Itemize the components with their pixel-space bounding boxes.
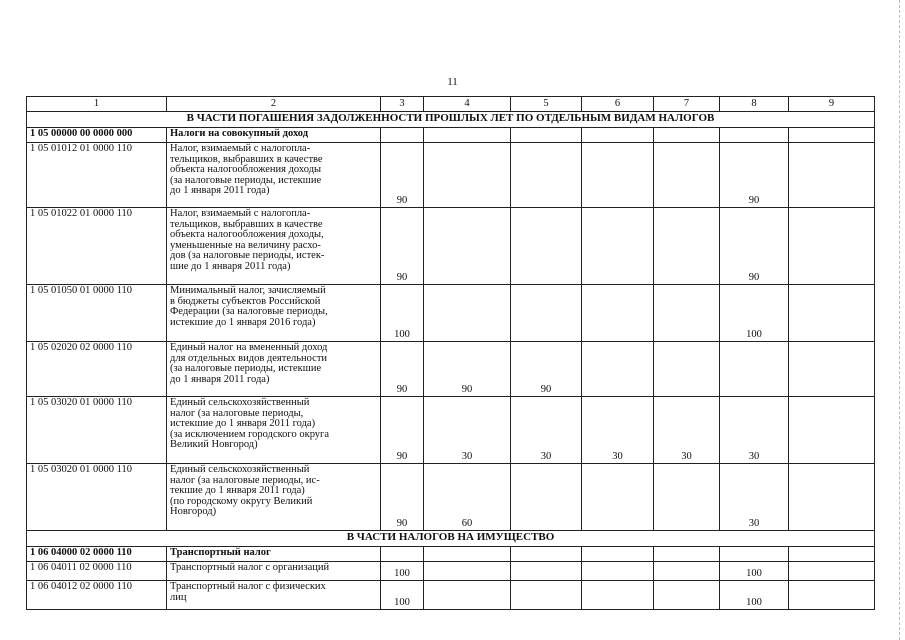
percent-cell: 100 <box>720 562 789 581</box>
percent-cell: 90 <box>511 342 582 397</box>
percent-cell <box>789 464 875 531</box>
percent-cell: 90 <box>720 143 789 208</box>
column-header: 6 <box>582 97 654 112</box>
percent-cell: 100 <box>381 562 424 581</box>
percent-cell <box>654 464 720 531</box>
empty-cell <box>720 547 789 562</box>
tax-name: Транспортный налог с физических лиц <box>167 581 381 610</box>
percent-cell <box>789 285 875 342</box>
percent-cell <box>424 562 511 581</box>
scan-edge <box>899 0 903 640</box>
percent-cell <box>654 562 720 581</box>
tax-name: Единый налог на вмененный доход для отдельных видов деятельности (за налоговые периоды, истекшие до 1 января 2011 года) <box>167 342 381 397</box>
column-header-row <box>27 97 875 112</box>
group-name: Налоги на совокупный доход <box>167 128 381 143</box>
percent-cell <box>511 581 582 610</box>
table-row <box>27 581 875 610</box>
column-header: 8 <box>720 97 789 112</box>
percent-cell <box>789 208 875 285</box>
percent-cell: 30 <box>720 397 789 464</box>
tax-distribution-table <box>26 96 875 610</box>
percent-cell <box>511 285 582 342</box>
percent-cell <box>654 581 720 610</box>
empty-cell <box>582 547 654 562</box>
section-title-row <box>27 112 875 128</box>
table-row <box>27 397 875 464</box>
percent-cell <box>789 562 875 581</box>
section-title: В ЧАСТИ ПОГАШЕНИЯ ЗАДОЛЖЕННОСТИ ПРОШЛЫХ ЛЕТ ПО ОТДЕЛЬНЫМ ВИДАМ НАЛОГОВ <box>27 112 875 128</box>
section-title: В ЧАСТИ НАЛОГОВ НА ИМУЩЕСТВО <box>27 531 875 547</box>
empty-cell <box>381 128 424 143</box>
percent-cell: 90 <box>381 143 424 208</box>
percent-cell <box>789 397 875 464</box>
tax-name: Транспортный налог с организаций <box>167 562 381 581</box>
percent-cell <box>511 143 582 208</box>
empty-cell <box>720 128 789 143</box>
percent-cell: 90 <box>381 208 424 285</box>
empty-cell <box>789 128 875 143</box>
percent-cell: 90 <box>381 342 424 397</box>
percent-cell <box>582 208 654 285</box>
column-header: 2 <box>167 97 381 112</box>
tax-name: Налог, взимаемый с налогопла- тельщиков, выбравших в качестве объекта налогообложения доходы, уменьшенные на величину расхо- дов (за налоговые периоды, истек- шие до 1 января 2011 года) <box>167 208 381 285</box>
table-row <box>27 208 875 285</box>
table-row <box>27 285 875 342</box>
tax-name: Единый сельскохозяйственный налог (за налоговые периоды, истекшие до 1 января 2011 года) (за исключением городского округа Великий Новгород) <box>167 397 381 464</box>
percent-cell: 90 <box>381 464 424 531</box>
column-header: 1 <box>27 97 167 112</box>
percent-cell <box>654 285 720 342</box>
table-row <box>27 562 875 581</box>
budget-code: 1 05 02020 02 0000 110 <box>27 342 167 397</box>
tax-name: Минимальный налог, зачисляемый в бюджеты субъектов Российской Федерации (за налоговые периоды, истекшие до 1 января 2016 года) <box>167 285 381 342</box>
percent-cell: 90 <box>424 342 511 397</box>
percent-cell: 100 <box>381 581 424 610</box>
percent-cell <box>582 464 654 531</box>
percent-cell: 100 <box>720 285 789 342</box>
budget-code: 1 05 03020 01 0000 110 <box>27 397 167 464</box>
percent-cell: 90 <box>381 397 424 464</box>
budget-code: 1 05 01050 01 0000 110 <box>27 285 167 342</box>
empty-cell <box>381 547 424 562</box>
percent-cell <box>654 143 720 208</box>
table-row <box>27 464 875 531</box>
table-row <box>27 342 875 397</box>
percent-cell <box>424 208 511 285</box>
percent-cell <box>582 143 654 208</box>
table-row <box>27 143 875 208</box>
percent-cell <box>511 562 582 581</box>
column-header: 7 <box>654 97 720 112</box>
budget-code: 1 05 03020 01 0000 110 <box>27 464 167 531</box>
empty-cell <box>654 547 720 562</box>
percent-cell <box>582 562 654 581</box>
group-code: 1 06 04000 02 0000 110 <box>27 547 167 562</box>
group-row <box>27 547 875 562</box>
table-body <box>27 97 875 610</box>
budget-code: 1 05 01022 01 0000 110 <box>27 208 167 285</box>
budget-code: 1 06 04011 02 0000 110 <box>27 562 167 581</box>
budget-code: 1 06 04012 02 0000 110 <box>27 581 167 610</box>
percent-cell <box>582 285 654 342</box>
percent-cell <box>789 342 875 397</box>
percent-cell: 100 <box>720 581 789 610</box>
percent-cell <box>582 342 654 397</box>
section-title-row <box>27 531 875 547</box>
empty-cell <box>582 128 654 143</box>
page-number: 11 <box>447 76 458 88</box>
percent-cell <box>720 342 789 397</box>
percent-cell <box>789 581 875 610</box>
empty-cell <box>511 128 582 143</box>
percent-cell <box>654 208 720 285</box>
percent-cell: 30 <box>582 397 654 464</box>
percent-cell: 60 <box>424 464 511 531</box>
percent-cell: 30 <box>511 397 582 464</box>
percent-cell <box>654 342 720 397</box>
empty-cell <box>789 547 875 562</box>
percent-cell <box>511 464 582 531</box>
column-header: 9 <box>789 97 875 112</box>
percent-cell <box>789 143 875 208</box>
budget-code: 1 05 01012 01 0000 110 <box>27 143 167 208</box>
column-header: 5 <box>511 97 582 112</box>
percent-cell <box>424 143 511 208</box>
empty-cell <box>654 128 720 143</box>
percent-cell: 90 <box>720 208 789 285</box>
empty-cell <box>424 128 511 143</box>
percent-cell: 30 <box>424 397 511 464</box>
group-code: 1 05 00000 00 0000 000 <box>27 128 167 143</box>
empty-cell <box>424 547 511 562</box>
percent-cell <box>511 208 582 285</box>
tax-name: Единый сельскохозяйственный налог (за налоговые периоды, ис- текшие до 1 января 2011 года) (по городскому округу Великий Новгород) <box>167 464 381 531</box>
percent-cell <box>424 581 511 610</box>
group-row <box>27 128 875 143</box>
empty-cell <box>511 547 582 562</box>
group-name: Транспортный налог <box>167 547 381 562</box>
percent-cell <box>582 581 654 610</box>
column-header: 4 <box>424 97 511 112</box>
percent-cell: 30 <box>654 397 720 464</box>
percent-cell: 100 <box>381 285 424 342</box>
tax-name: Налог, взимаемый с налогопла- тельщиков, выбравших в качестве объекта налогообложения доходы (за налоговые периоды, истекшие до 1 января 2011 года) <box>167 143 381 208</box>
percent-cell: 30 <box>720 464 789 531</box>
column-header: 3 <box>381 97 424 112</box>
percent-cell <box>424 285 511 342</box>
